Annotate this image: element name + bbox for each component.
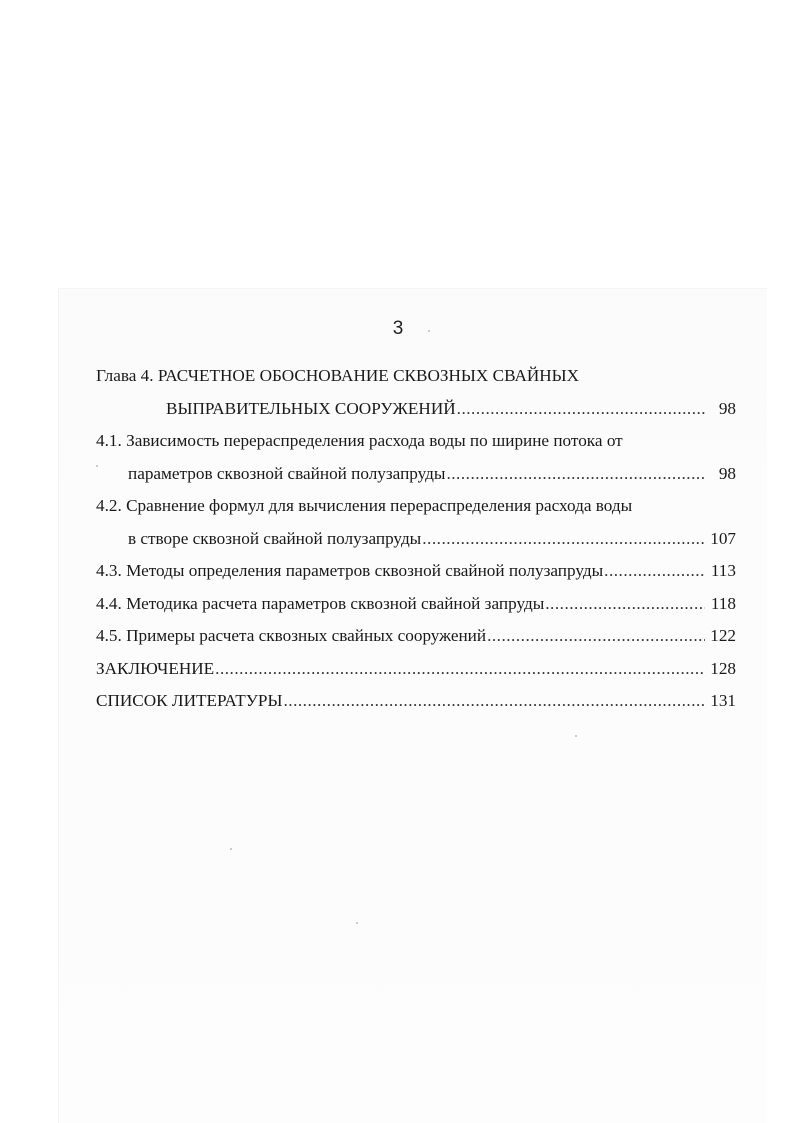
toc-entry-text: ВЫПРАВИТЕЛЬНЫХ СООРУЖЕНИЙ [166, 398, 456, 418]
scan-speck [96, 465, 98, 467]
toc-entry-section-4-2 [96, 490, 736, 523]
toc-entry-section-4-4 [96, 588, 736, 621]
page-number: 3 [392, 318, 404, 339]
toc-entry-section-4-1-continuation [96, 458, 736, 491]
toc-entry-text: ЗАКЛЮЧЕНИЕ [96, 658, 215, 678]
toc-dot-leader [215, 653, 705, 686]
toc-entry-text: 4.2. Сравнение формул для вычисления перераспределения расхода воды [96, 496, 633, 515]
toc-entry-chapter-4-title [96, 360, 736, 393]
toc-dot-leader [604, 555, 705, 588]
toc-entry-text: СПИСОК ЛИТЕРАТУРЫ [96, 691, 283, 710]
toc-dot-leader [283, 685, 705, 718]
toc-entry-text: параметров сквозной свайной полузапруды [128, 463, 446, 483]
toc-dot-leader [457, 393, 705, 426]
toc-entry-text: 4.1. Зависимость перераспределения расхода воды по ширине потока от [96, 431, 623, 450]
toc-entry-section-4-5 [96, 620, 736, 653]
toc-dot-leader [487, 620, 705, 653]
toc-page-number: 98 [718, 463, 736, 483]
toc-page-number: 122 [710, 626, 736, 645]
scan-speck [230, 848, 232, 850]
toc-entry-text: Глава 4. РАСЧЕТНОЕ ОБОСНОВАНИЕ СКВОЗНЫХ СВАЙНЫХ [96, 366, 580, 385]
toc-page-number: 107 [710, 528, 736, 548]
scan-speck [575, 735, 577, 737]
toc-entry-references [96, 685, 736, 718]
toc-entry-text: 4.3. Методы определения параметров сквозной свайной полузапруды [96, 561, 604, 580]
toc-dot-leader [446, 458, 705, 491]
toc-page-number: 131 [710, 691, 736, 710]
scan-speck [428, 330, 430, 332]
scan-speck [356, 922, 358, 924]
toc-dot-leader [422, 523, 705, 556]
toc-entry-section-4-1 [96, 425, 736, 458]
toc-entry-chapter-4-continuation [96, 393, 736, 426]
toc-page-number: 128 [710, 658, 736, 678]
toc-entry-section-4-3 [96, 555, 736, 588]
toc-entry-text: 4.5. Примеры расчета сквозных свайных сооружений [96, 626, 487, 645]
toc-dot-leader [545, 588, 705, 621]
toc-entry-conclusion [96, 653, 736, 686]
toc-page-number: 98 [718, 398, 736, 418]
toc-entry-text: 4.4. Методика расчета параметров сквозной свайной запруды [96, 593, 545, 613]
toc-entry-text: в створе сквозной свайной полузапруды [128, 528, 422, 548]
toc-page-number: 113 [710, 561, 736, 580]
toc-entry-section-4-2-continuation [96, 523, 736, 556]
table-of-contents [96, 360, 736, 718]
toc-page-number: 118 [710, 593, 736, 613]
